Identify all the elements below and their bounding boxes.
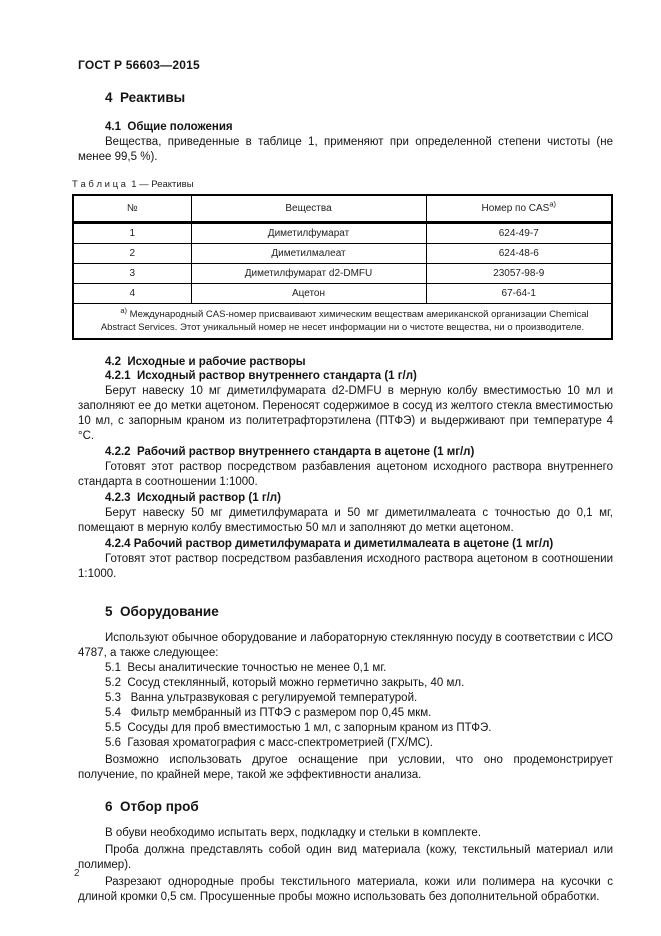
table-footnote-row — [73, 304, 612, 340]
table-row — [73, 223, 612, 244]
section-4-2-2-title: 4.2.2 Рабочий раствор внутреннего стандарта в ацетоне (1 мг/л) — [105, 446, 475, 458]
section-4-2-2-paragraph: Готовят этот раствор посредством разбавления ацетоном исходного раствора внутреннего стандарта в соотношении 1:1000. — [78, 461, 613, 488]
cell-substance: Диметилфумарат — [191, 223, 426, 244]
table-row — [73, 284, 612, 304]
section-6-paragraph-3: Разрезают однородные пробы текстильного материала, кожи или полимера на кусочки с длиной кромки 0,5 см. Просушенные пробы можно использовать без дополнительной обработки. — [78, 876, 613, 903]
section-6-title: 6 Отбор проб — [105, 799, 199, 814]
section-5-title: 5 Оборудование — [105, 604, 219, 619]
cell-number: 1 — [73, 223, 191, 244]
section-4-2-3-title: 4.2.3 Исходный раствор (1 г/л) — [105, 492, 281, 504]
section-4-2-4-title: 4.2.4 Рабочий раствор диметилфумарата и диметилмалеата в ацетоне (1 мг/л) — [105, 538, 554, 550]
section-4-1-paragraph: Вещества, приведенные в таблице 1, применяют при определенной степени чистоты (не менее 99,5 %). — [78, 136, 613, 163]
equipment-item-5-2: 5.2 Сосуд стеклянный, который можно герметично закрыть, 40 мл. — [105, 677, 465, 689]
col-header-cas-label: Номер по CAS — [481, 203, 550, 214]
section-5-outro: Возможно использовать другое оснащение при условии, что оно продемонстрирует получение, по крайней мере, такой же эффективности анализа. — [78, 754, 613, 781]
doc-header: ГОСТ Р 56603—2015 — [78, 58, 200, 72]
cas-footnote-marker: а) — [549, 199, 557, 209]
cell-substance: Диметилфумарат d2-DMFU — [191, 264, 426, 284]
section-4-2-title: 4.2 Исходные и рабочие растворы — [105, 356, 306, 368]
equipment-item-5-4: 5.4 Фильтр мембранный из ПТФЭ с размером пор 0,45 мкм. — [105, 707, 432, 719]
table-header-row — [73, 195, 612, 223]
section-6-paragraph-2: Проба должна представлять собой один вид материала (кожу, текстильный материал или полимер). — [78, 844, 613, 871]
table-row — [73, 244, 612, 264]
cell-substance: Ацетон — [191, 284, 426, 304]
cell-number: 3 — [73, 264, 191, 284]
col-header-cas — [426, 195, 612, 223]
reagents-table — [72, 194, 613, 340]
section-4-2-1-paragraph: Берут навеску 10 мг диметилфумарата d2-DMFU в мерную колбу вместимостью 10 мл и заполняют ее до метки ацетоном. Переносят содержимое в сосуд из желтого стекла вместимостью 10 мл, с запорным краном из политетрафторэтилена (ПТФЭ) и выдерживают при температуре 4 °С. — [78, 385, 613, 442]
cell-cas: 624-49-7 — [426, 223, 612, 244]
cell-number: 4 — [73, 284, 191, 304]
footnote-text: Международный CAS-номер присваивают химическим веществам американской организации Chemical Abstract Services. Этот уникальный номер не несет информации ни о чистоте вещества, ни о производителе. — [100, 309, 589, 333]
cell-substance: Диметилмалеат — [191, 244, 426, 264]
equipment-item-5-3: 5.3 Ванна ультразвуковая с регулируемой температурой. — [105, 692, 418, 704]
page-number: 2 — [74, 868, 80, 879]
cell-cas: 23057-98-9 — [426, 264, 612, 284]
section-4-2-4-paragraph: Готовят этот раствор посредством разбавления исходного раствора ацетоном в соотношении 1:1000. — [78, 553, 613, 580]
section-4-2-3-paragraph: Берут навеску 50 мг диметилфумарата и 50 мг диметилмалеата с точностью до 0,1 мг, помещают в мерную колбу вместимостью 50 мл и заполняют до метки ацетоном. — [78, 507, 613, 534]
cell-number: 2 — [73, 244, 191, 264]
col-header-number: № — [73, 195, 191, 223]
table-footnote — [73, 304, 612, 340]
cell-cas: 624-48-6 — [426, 244, 612, 264]
equipment-item-5-1: 5.1 Весы аналитические точностью не менее 0,1 мг. — [105, 662, 387, 674]
table-row — [73, 264, 612, 284]
equipment-item-5-6: 5.6 Газовая хроматография с масс-спектрометрией (ГХ/МС). — [105, 737, 434, 749]
col-header-substance: Вещества — [191, 195, 426, 223]
table-caption: Т а б л и ц а 1 — Реактивы — [72, 179, 194, 190]
section-5-intro: Используют обычное оборудование и лабораторную стеклянную посуду в соответствии с ИСО 4787, а также следующее: — [78, 632, 613, 659]
cell-cas: 67-64-1 — [426, 284, 612, 304]
section-6-paragraph-1: В обуви необходимо испытать верх, подкладку и стельки в комплекте. — [105, 827, 482, 839]
equipment-item-5-5: 5.5 Сосуды для проб вместимостью 1 мл, с запорным краном из ПТФЭ. — [105, 722, 492, 734]
section-4-2-1-title: 4.2.1 Исходный раствор внутреннего стандарта (1 г/л) — [105, 370, 417, 382]
section-4-1-title: 4.1 Общие положения — [105, 121, 233, 133]
footnote-marker: а) — [120, 305, 127, 315]
section-4-title: 4 Реактивы — [105, 90, 186, 105]
